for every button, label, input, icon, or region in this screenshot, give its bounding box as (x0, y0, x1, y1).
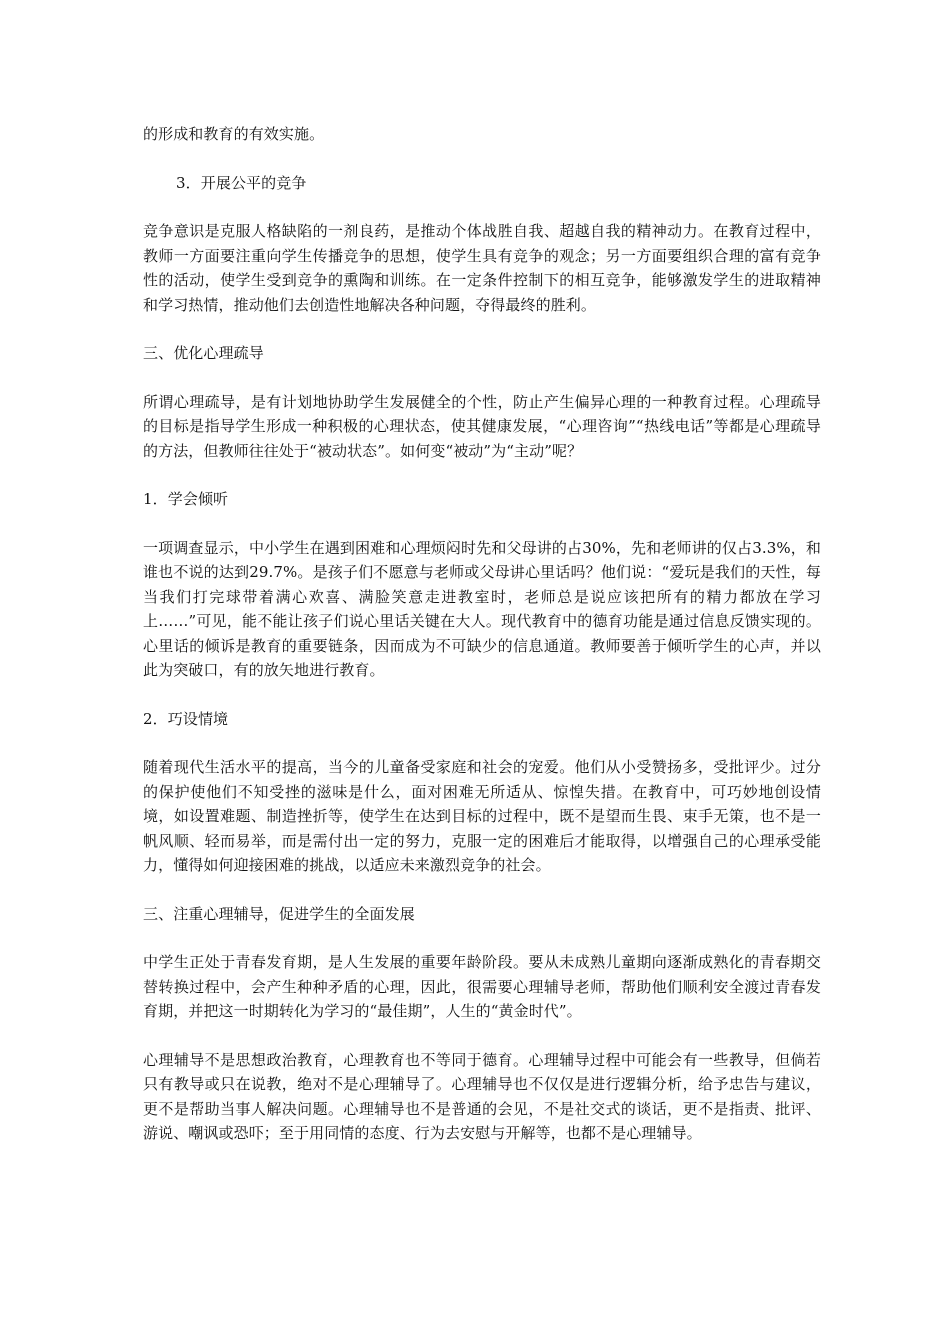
paragraph-continuation: 的形成和教育的有效实施。 (143, 125, 325, 143)
section-heading-guidance: 三、优化心理疏导 (143, 344, 264, 362)
paragraph-listening: 一项调查显示，中小学生在遇到困难和心理烦闷时先和父母讲的占30%，先和老师讲的仅占3.3%，和谁也不说的达到29.7%。是孩子们不愿意与老师或父母讲心里话吗？他们说：“爱玩是我们的天性，每当我们打完球带着满心欢喜、满脸笑意走进教室时，老师总是说应该把所有的精力都放在学习上……”可见，能不能让孩子们说心里话关键在大人。现代教育中的德育功能是通过信息反馈实现的。心里话的倾诉是教育的重要链条，因而成为不可缺少的信息通道。教师要善于倾听学生的心声，并以此为突破口，有的放矢地进行教育。 (143, 538, 821, 679)
paragraph-scenarios: 随着现代生活水平的提高，当今的儿童备受家庭和社会的宠爱。他们从小受赞扬多，受批评少。过分的保护使他们不知受挫的滋味是什么，面对困难无所适从、惊惶失措。在教育中，可巧妙地创设情境，如设置难题、制造挫折等，使学生在达到目标的过程中，既不是望而生畏、束手无策，也不是一帆风顺、轻而易举，而是需付出一定的努力，克服一定的困难后才能取得，以增强自己的心理承受能力，懂得如何迎接困难的挑战，以适应未来激烈竞争的社会。 (143, 758, 821, 874)
subheading-listening: 1．学会倾听 (143, 490, 229, 508)
paragraph-counseling-definition: 心理辅导不是思想政治教育，心理教育也不等同于德育。心理辅导过程中可能会有一些教导，但倘若只有教导或只在说教，绝对不是心理辅导了。心理辅导也不仅仅是进行逻辑分析，给予忠告与建议，更不是帮助当事人解决问题。心理辅导也不是普通的会见，不是社交式的谈话，更不是指责、批评、游说、嘲讽或恐吓；至于用同情的态度、行为去安慰与开解等，也都不是心理辅导。 (143, 1050, 821, 1142)
paragraph-adolescence: 中学生正处于青春发育期，是人生发展的重要年龄阶段。要从未成熟儿童期向逐渐成熟化的青春期交替转换过程中，会产生种种矛盾的心理，因此，很需要心理辅导老师，帮助他们顺利安全渡过青春发育期，并把这一时期转化为学习的“最佳期”，人生的“黄金时代”。 (143, 953, 821, 1020)
section-heading-counseling: 三、注重心理辅导，促进学生的全面发展 (143, 904, 415, 923)
paragraph-guidance: 所谓心理疏导，是有计划地协助学生发展健全的个性，防止产生偏异心理的一种教育过程。心理疏导的目标是指导学生形成一种积极的心理状态，使其健康发展，“心理咨询”“热线电话”等都是心理疏导的方法，但教师往往处于“被动状态”。如何变“被动”为“主动”呢？ (143, 392, 821, 460)
subheading-scenarios: 2．巧设情境 (143, 709, 229, 728)
paragraph-competition: 竞争意识是克服人格缺陷的一剂良药，是推动个体战胜自我、超越自我的精神动力。在教育过程中，教师一方面要注重向学生传播竞争的思想，使学生具有竞争的观念；另一方面要组织合理的富有竞争性的活动，使学生受到竞争的熏陶和训练。在一定条件控制下的相互竞争，能够激发学生的进取精神和学习热情，推动他们去创造性地解决各种问题，夺得最终的胜利。 (143, 222, 821, 314)
subheading-fair-competition: 3．开展公平的竞争 (176, 173, 307, 192)
document-body (143, 122, 821, 1170)
